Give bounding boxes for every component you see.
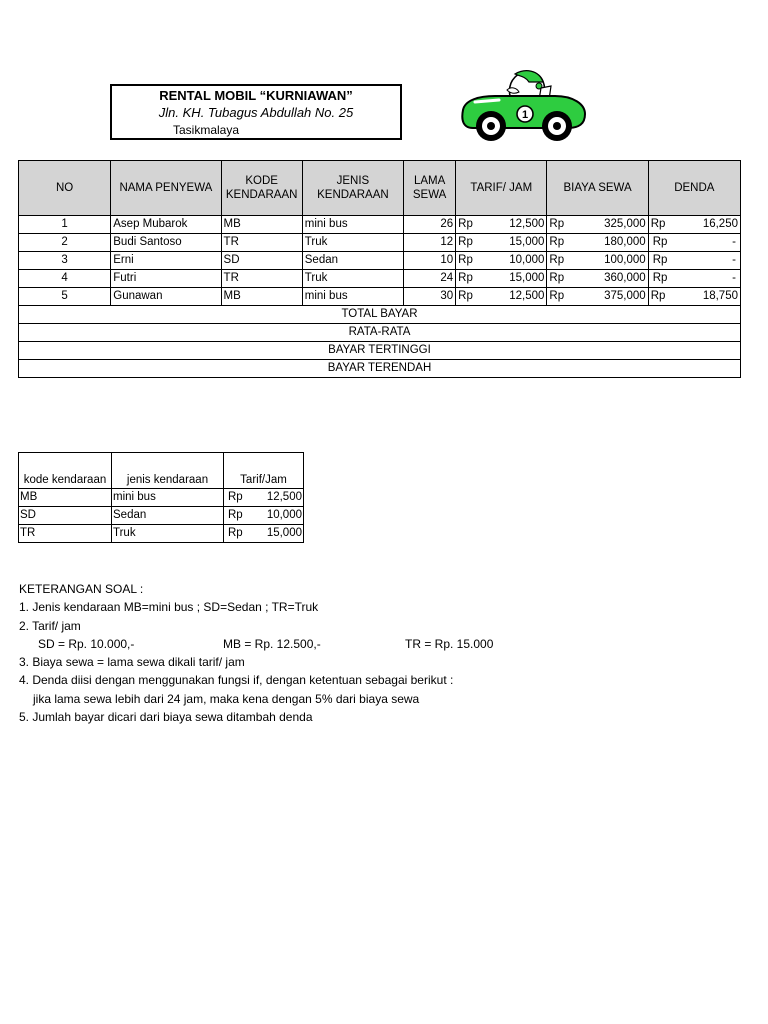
cell-jenis: Truk bbox=[302, 234, 403, 252]
col-header-lama: LAMA SEWA bbox=[404, 161, 456, 216]
tarif-sd: SD = Rp. 10.000,- bbox=[38, 636, 135, 651]
col-header-nama: NAMA PENYEWA bbox=[111, 161, 221, 216]
cell-biaya: Rp 325,000 bbox=[547, 216, 648, 234]
cell-denda: Rp - bbox=[648, 234, 740, 252]
code-cell-jenis: mini bus bbox=[112, 489, 224, 507]
notes-section bbox=[19, 580, 739, 726]
summary-label: BAYAR TERTINGGI bbox=[19, 342, 741, 360]
cell-denda: Rp - bbox=[648, 270, 740, 288]
col-header-jenis: JENIS KENDARAAN bbox=[302, 161, 403, 216]
cell-denda: Rp 16,250 bbox=[648, 216, 740, 234]
cell-tarif: Rp 15,000 bbox=[456, 270, 547, 288]
cell-lama: 12 bbox=[404, 234, 456, 252]
code-table-row bbox=[19, 489, 304, 507]
company-city: Tasikmalaya bbox=[172, 123, 240, 137]
table-row bbox=[19, 234, 741, 252]
cell-kode: MB bbox=[221, 216, 302, 234]
note-item-2: 2. Tarif/ jam bbox=[19, 618, 81, 633]
cell-tarif: Rp 12,500 bbox=[456, 216, 547, 234]
vehicle-code-table bbox=[18, 452, 304, 543]
cell-lama: 30 bbox=[404, 288, 456, 306]
table-row bbox=[19, 270, 741, 288]
code-table-header-row bbox=[19, 453, 304, 489]
code-cell-tarif: Rp 15,000 bbox=[224, 525, 304, 543]
summary-row bbox=[19, 306, 741, 324]
note-item-3: 3. Biaya sewa = lama sewa dikali tarif/ jam bbox=[19, 655, 245, 670]
cell-kode: TR bbox=[221, 270, 302, 288]
cell-tarif: Rp 15,000 bbox=[456, 234, 547, 252]
cell-kode: SD bbox=[221, 252, 302, 270]
col-header-kode: KODE KENDARAAN bbox=[221, 161, 302, 216]
code-cell-tarif: Rp 12,500 bbox=[224, 489, 304, 507]
cell-denda: Rp - bbox=[648, 252, 740, 270]
table-row bbox=[19, 216, 741, 234]
cell-no: 3 bbox=[19, 252, 111, 270]
cell-nama: Futri bbox=[111, 270, 221, 288]
cell-nama: Budi Santoso bbox=[111, 234, 221, 252]
summary-label: BAYAR TERENDAH bbox=[19, 360, 741, 378]
cell-no: 5 bbox=[19, 288, 111, 306]
company-address: Jln. KH. Tubagus Abdullah No. 25 bbox=[158, 105, 354, 120]
cell-lama: 10 bbox=[404, 252, 456, 270]
cell-biaya: Rp 100,000 bbox=[547, 252, 648, 270]
summary-row bbox=[19, 324, 741, 342]
code-table-row bbox=[19, 525, 304, 543]
cell-nama: Gunawan bbox=[111, 288, 221, 306]
summary-label: RATA-RATA bbox=[19, 324, 741, 342]
col-header-no: NO bbox=[19, 161, 111, 216]
cell-jenis: Truk bbox=[302, 270, 403, 288]
table-row bbox=[19, 288, 741, 306]
code-table-row bbox=[19, 507, 304, 525]
cell-jenis: mini bus bbox=[302, 216, 403, 234]
table-row bbox=[19, 252, 741, 270]
race-car-illustration bbox=[455, 66, 590, 146]
cell-biaya: Rp 180,000 bbox=[547, 234, 648, 252]
summary-row bbox=[19, 360, 741, 378]
cell-kode: MB bbox=[221, 288, 302, 306]
cell-denda: Rp 18,750 bbox=[648, 288, 740, 306]
cell-nama: Erni bbox=[111, 252, 221, 270]
code-col-header-kode: kode kendaraan bbox=[19, 453, 112, 489]
summary-label: TOTAL BAYAR bbox=[19, 306, 741, 324]
code-cell-jenis: Truk bbox=[112, 525, 224, 543]
tarif-tr: TR = Rp. 15.000 bbox=[405, 636, 494, 651]
cell-no: 1 bbox=[19, 216, 111, 234]
note-item-4: 4. Denda diisi dengan menggunakan fungsi if, dengan ketentuan sebagai berikut : bbox=[19, 673, 454, 688]
note-item-5: 5. Jumlah bayar dicari dari biaya sewa ditambah denda bbox=[19, 710, 313, 725]
note-item-4-sub: jika lama sewa lebih dari 24 jam, maka kena dengan 5% dari biaya sewa bbox=[33, 691, 420, 706]
code-cell-kode: SD bbox=[19, 507, 112, 525]
notes-heading: KETERANGAN SOAL : bbox=[19, 582, 144, 596]
code-col-header-jenis: jenis kendaraan bbox=[112, 453, 224, 489]
company-title: RENTAL MOBIL “KURNIAWAN” bbox=[159, 88, 353, 103]
cell-biaya: Rp 375,000 bbox=[547, 288, 648, 306]
cell-kode: TR bbox=[221, 234, 302, 252]
note-item-1: 1. Jenis kendaraan MB=mini bus ; SD=Sedan ; TR=Truk bbox=[19, 600, 319, 615]
cell-nama: Asep Mubarok bbox=[111, 216, 221, 234]
col-header-tarif: TARIF/ JAM bbox=[456, 161, 547, 216]
cell-jenis: mini bus bbox=[302, 288, 403, 306]
cell-lama: 26 bbox=[404, 216, 456, 234]
header-box bbox=[110, 84, 402, 140]
table-header-row bbox=[19, 161, 741, 216]
col-header-biaya: BIAYA SEWA bbox=[547, 161, 648, 216]
code-cell-jenis: Sedan bbox=[112, 507, 224, 525]
col-header-denda: DENDA bbox=[648, 161, 740, 216]
cell-no: 2 bbox=[19, 234, 111, 252]
tarif-list bbox=[19, 635, 739, 653]
code-cell-tarif: Rp 10,000 bbox=[224, 507, 304, 525]
code-cell-kode: MB bbox=[19, 489, 112, 507]
cell-biaya: Rp 360,000 bbox=[547, 270, 648, 288]
code-col-header-tarif: Tarif/Jam bbox=[224, 453, 304, 489]
cell-no: 4 bbox=[19, 270, 111, 288]
summary-row bbox=[19, 342, 741, 360]
tarif-mb: MB = Rp. 12.500,- bbox=[223, 636, 321, 651]
rental-table bbox=[18, 160, 741, 378]
cell-tarif: Rp 10,000 bbox=[456, 252, 547, 270]
cell-lama: 24 bbox=[404, 270, 456, 288]
code-cell-kode: TR bbox=[19, 525, 112, 543]
car-number: 1 bbox=[521, 109, 529, 121]
cell-jenis: Sedan bbox=[302, 252, 403, 270]
cell-tarif: Rp 12,500 bbox=[456, 288, 547, 306]
